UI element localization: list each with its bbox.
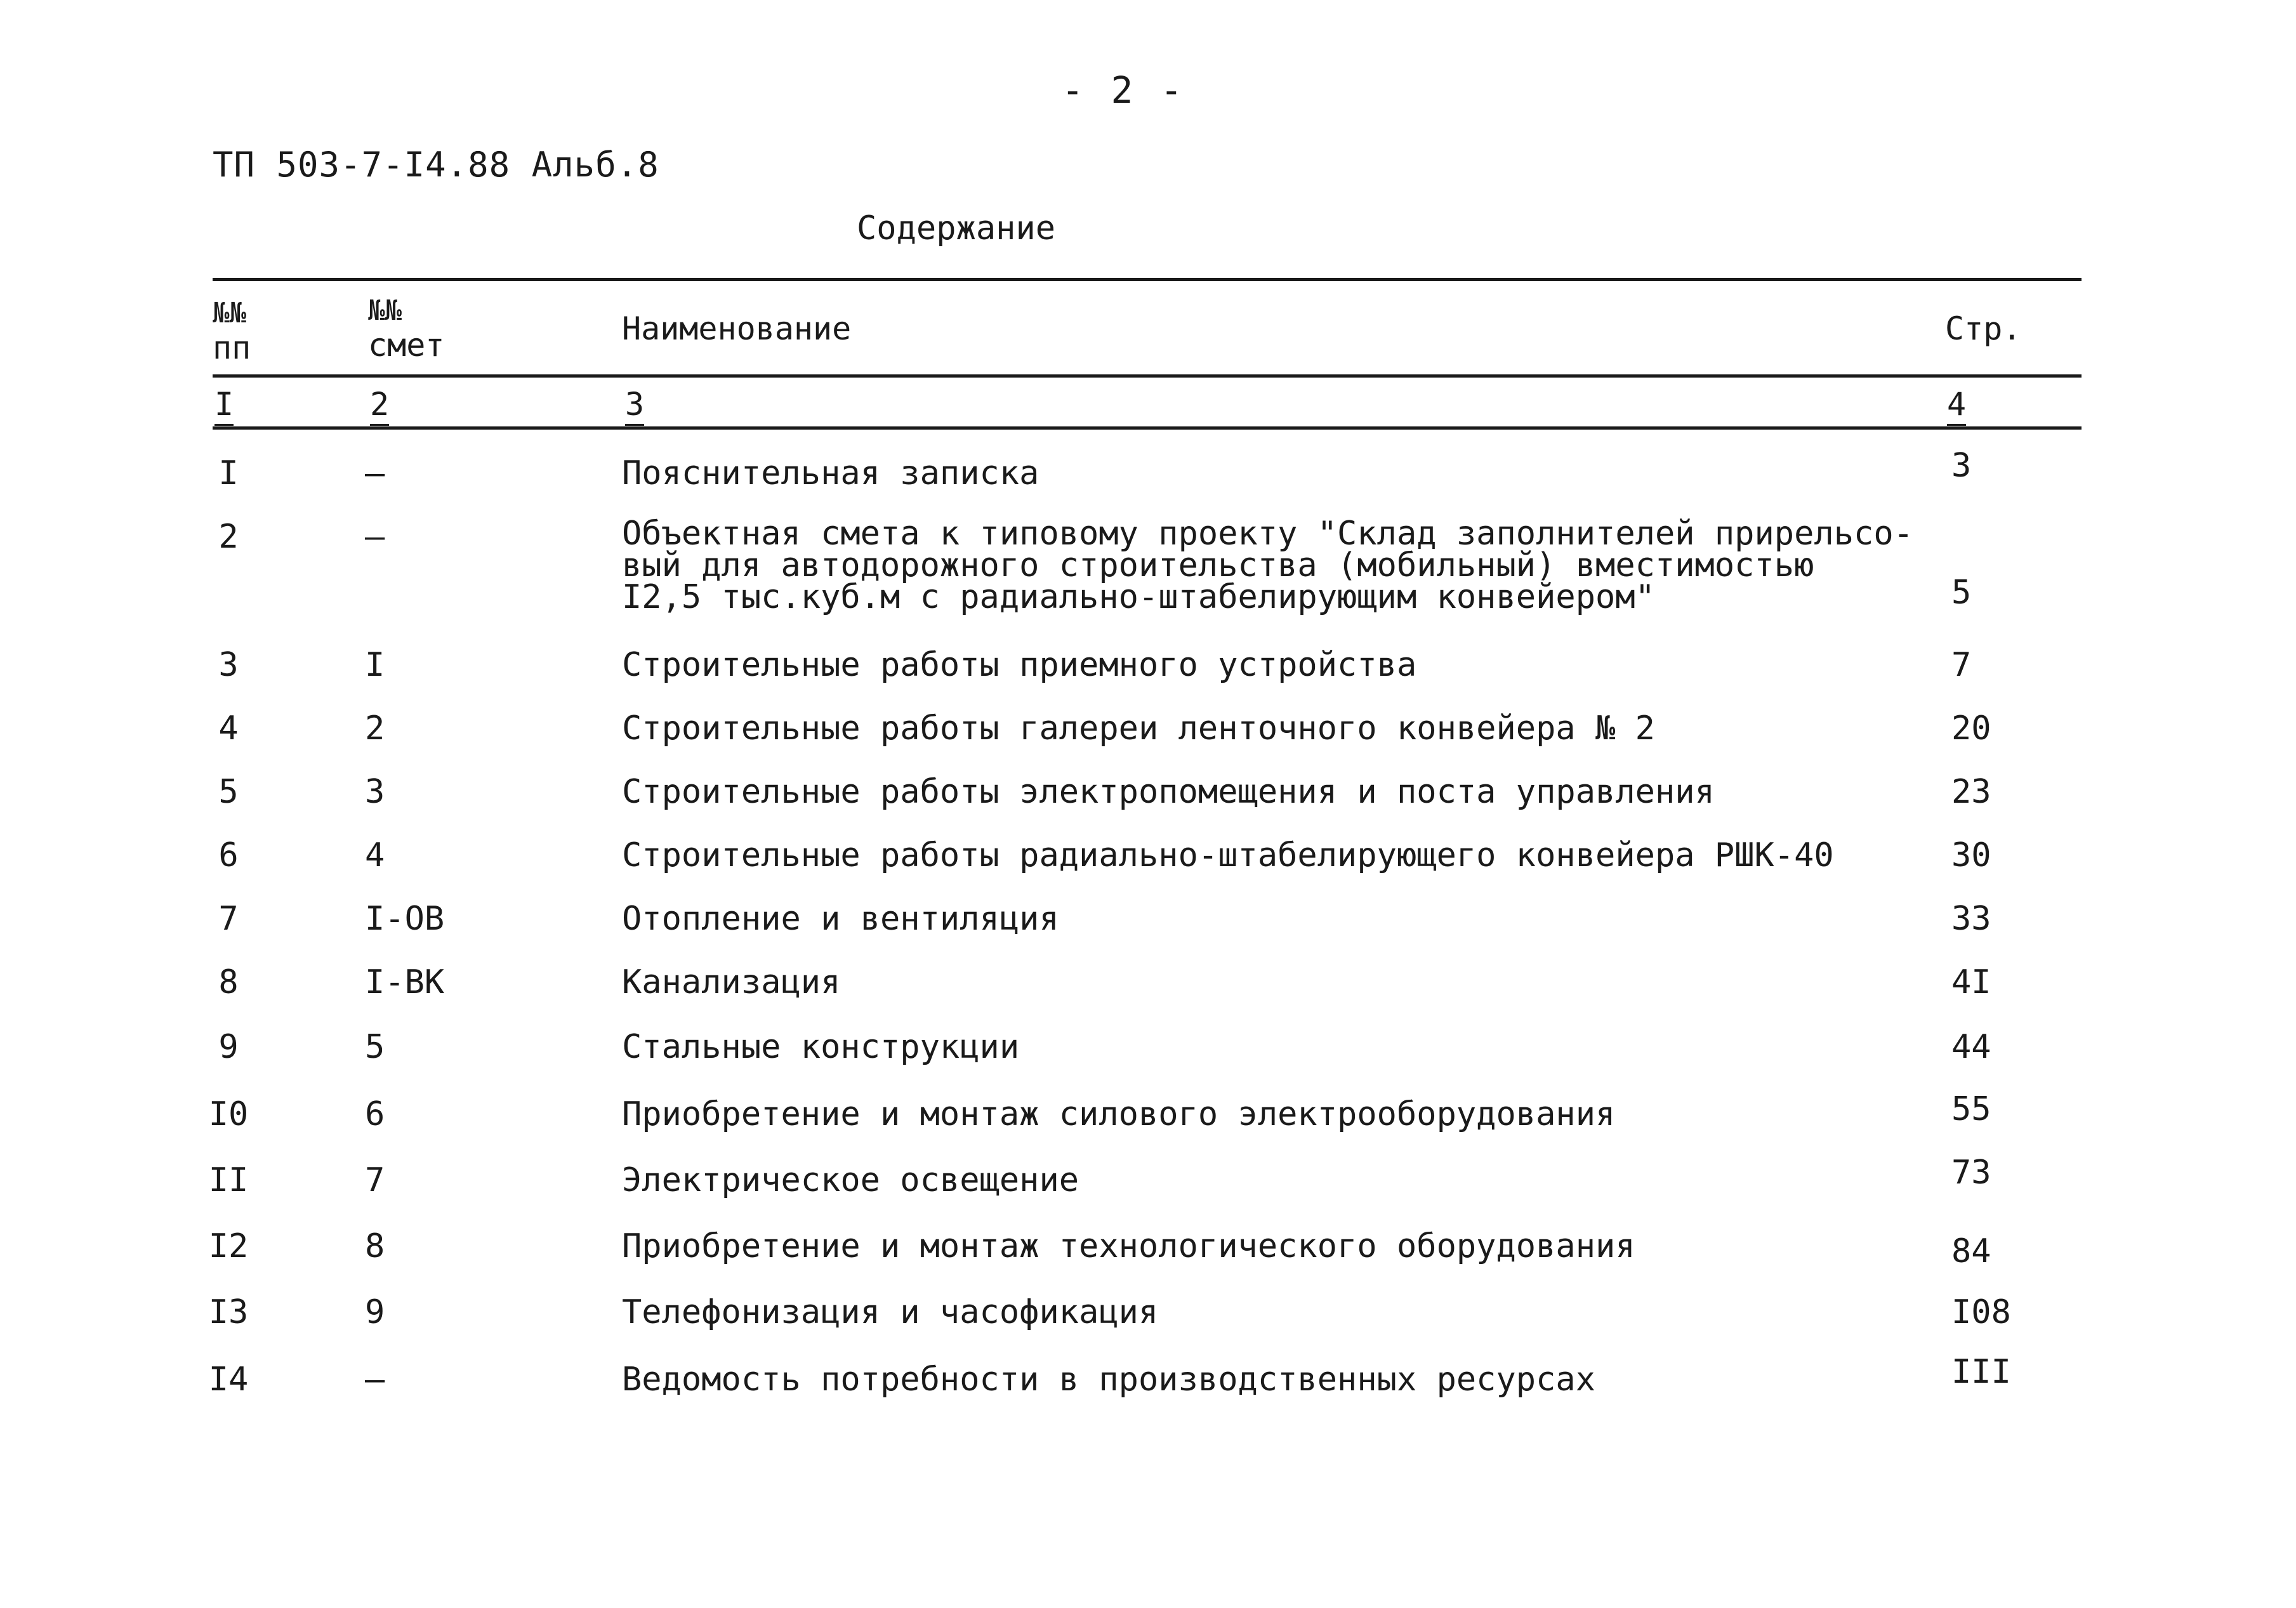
header-name: Наименование [622,310,852,347]
row-estimate: I [365,646,385,684]
row-number: I0 [208,1095,249,1133]
row-number: 2 [218,518,239,556]
row-page: 30 [1951,836,1991,874]
row-estimate: 5 [365,1028,385,1066]
row-title: Строительные работы приемного устройства [622,646,1417,684]
table-top-rule [213,278,2082,281]
row-page: 20 [1951,709,1991,748]
page-number: - 2 - [1061,69,1185,112]
row-estimate: 6 [365,1095,385,1133]
header-est-line1: №№ [368,294,402,327]
row-title: Электрическое освещение [622,1161,1079,1199]
column-number-4: 4 [1947,386,1966,426]
row-estimate: 4 [365,836,385,874]
row-title: Стальные конструкции [622,1028,1020,1066]
row-number: II [208,1161,249,1199]
page-title: Содержание [857,209,1056,247]
row-title: Объектная смета к типовому проекту "Склад заполнителей прирельсо- вый для автодорожного строительства (мобильный) вместимостью I2,5 тыс.куб.м с радиально-штабелирующим конвейером" [622,515,1913,616]
row-page: I08 [1951,1293,2011,1331]
row-number: I2 [208,1227,249,1265]
row-number: 9 [218,1028,239,1066]
row-page: 3 [1951,447,1972,485]
row-title: Приобретение и монтаж силового электрооборудования [622,1095,1616,1133]
row-estimate: – [365,454,385,492]
row-estimate: – [365,1361,385,1399]
document-code: ТП 503-7-I4.88 Альб.8 [213,145,659,185]
row-number: I3 [208,1293,249,1331]
row-page: 84 [1951,1232,1991,1270]
row-estimate: 3 [365,773,385,811]
header-num-line2: пп [213,329,251,366]
header-est-line2: смет [368,327,445,364]
row-estimate: – [365,518,385,556]
row-title: Отопление и вентиляция [622,900,1059,938]
row-page: 23 [1951,773,1991,811]
row-estimate: 7 [365,1161,385,1199]
row-number: 6 [218,836,239,874]
row-page: 55 [1951,1090,1991,1128]
header-num-line1: №№ [213,297,246,329]
header-bottom-rule [213,374,2082,378]
row-title: Канализация [622,963,841,1001]
row-number: 4 [218,709,239,748]
row-page: III [1951,1353,2011,1391]
row-title: Строительные работы галереи ленточного конвейера № 2 [622,709,1655,748]
column-number-2: 2 [370,386,389,426]
header-page: Стр. [1945,310,2022,347]
row-number: 5 [218,773,239,811]
row-title: Приобретение и монтаж технологического оборудования [622,1227,1635,1265]
row-page: 44 [1951,1028,1991,1066]
column-number-1: I [214,386,234,426]
row-title: Телефонизация и часофикация [622,1293,1159,1331]
row-page: 33 [1951,900,1991,938]
row-number: 7 [218,900,239,938]
row-page: 5 [1951,574,1972,612]
row-estimate: I-ОВ [365,900,445,938]
row-title: Строительные работы электропомещения и поста управления [622,773,1715,811]
row-title: Пояснительная записка [622,454,1039,492]
row-estimate: 8 [365,1227,385,1265]
row-estimate: 2 [365,709,385,748]
row-page: 4I [1951,963,1991,1001]
column-numbers-rule [213,426,2082,430]
row-number: 8 [218,963,239,1001]
row-title: Ведомость потребности в производственных ресурсах [622,1361,1596,1399]
row-page: 73 [1951,1154,1991,1192]
column-number-3: 3 [625,386,644,426]
row-page: 7 [1951,646,1972,684]
row-number: 3 [218,646,239,684]
row-estimate: I-ВК [365,963,445,1001]
row-title: Строительные работы радиально-штабелирующего конвейера РШК-40 [622,836,1834,874]
row-number: I4 [208,1361,249,1399]
row-estimate: 9 [365,1293,385,1331]
row-number: I [218,454,239,492]
